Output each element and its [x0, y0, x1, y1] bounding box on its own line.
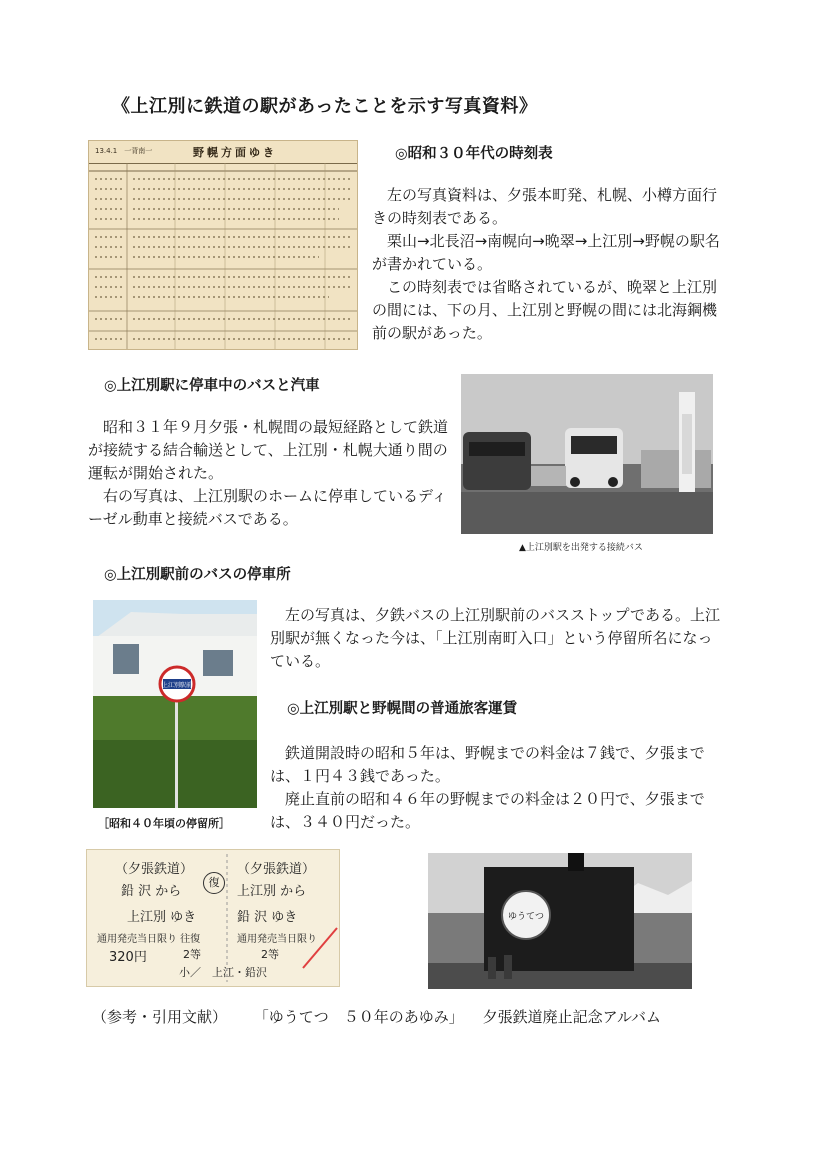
round-trip-ticket-photo: [86, 849, 340, 987]
fare-paragraph-1: 鉄道開設時の昭和５年は、野幌までの料金は７銭で、夕張までは、１円４３銭であった。: [270, 744, 705, 785]
bus-stop-paragraph: 左の写真は、夕鉄バスの上江別駅前のバスストップである。上江別駅が無くなった今は、「上江別南町入口」という停留所名になっている。: [270, 606, 721, 670]
timetable-photo: [88, 140, 358, 350]
ticket-left-price: 320円: [109, 950, 147, 965]
fare-heading: ◎上江別駅と野幌間の普通旅客運賃: [287, 701, 518, 717]
ticket-perforation: [87, 850, 339, 986]
station-bus-caption: ▲上江別駅を出発する接続バス: [519, 543, 643, 553]
references-album: 夕張鉄道廃止記念アルバム: [482, 1008, 661, 1026]
ticket-right-from: 上江別 から: [237, 884, 307, 899]
bus-train-paragraph-2: 右の写真は、上江別駅のホームに停車しているディーゼル動車と接続バスである。: [88, 487, 447, 528]
ticket-right-to: 鉛 沢 ゆき: [237, 910, 298, 925]
ticket-bottom-stations: 小／ 上江・鉛沢: [179, 966, 267, 979]
ticket-left-to: 上江別 ゆき: [127, 910, 197, 925]
locomotive-illustration: [428, 853, 692, 989]
bus-stop-illustration: [93, 600, 257, 808]
bus-stop-photo: [93, 600, 257, 808]
bus-train-heading: ◎上江別駅に停車中のバスと汽車: [104, 378, 320, 394]
fare-description: [270, 742, 722, 834]
references-label: （参考・引用文献）: [92, 1008, 228, 1026]
timetable-paragraph-3: この時刻表では省略されているが、晩翠と上江別の間には、下の月、上江別と野幌の間には北海鋼機前の駅があった。: [372, 278, 718, 342]
bus-train-description: [88, 416, 448, 531]
bus-stop-heading: ◎上江別駅前のバスの停車所: [104, 567, 291, 583]
bus-stop-sign-text: 上江別駅前: [161, 682, 193, 689]
locomotive-plate-text: ゆうてつ: [507, 912, 545, 922]
ticket-right-validity: 通用発売当日限り: [237, 934, 317, 945]
ticket-right-class: 2等: [261, 948, 279, 961]
ticket-left-company: （夕張鉄道）: [115, 862, 194, 877]
bus-train-paragraph-1: 昭和３１年９月夕張・札幌間の最短経路として鉄道が接続する結合輸送として、上江別・札幌大通り間の運転が開始された。: [88, 418, 449, 482]
timetable-small-header: 13.4.1 一背南一: [95, 147, 153, 155]
timetable-paragraph-2: 栗山→北長沼→南幌向→晩翠→上江別→野幌の駅名が書かれている。: [372, 232, 720, 273]
timetable-paragraph-1: 左の写真資料は、夕張本町発、札幌、小樽方面行きの時刻表である。: [372, 186, 718, 227]
references: [92, 1006, 661, 1027]
locomotive-photo: [428, 853, 692, 989]
ticket-left-class: 2等: [183, 948, 201, 961]
bus-stop-caption: ［昭和４０年頃の停留所］: [98, 817, 230, 830]
timetable-heading: ◎昭和３０年代の時刻表: [395, 146, 553, 162]
page-title: 《上江別に鉄道の駅があったことを示す写真資料》: [112, 96, 538, 117]
ticket-return-stamp: 復: [203, 872, 225, 894]
ticket-left-from: 鉛 沢 から: [121, 884, 182, 899]
timetable-description: [372, 184, 722, 345]
timetable-grid: [89, 141, 357, 349]
fare-paragraph-2: 廃止直前の昭和４６年の野幌までの料金は２０円で、夕張までは、３４０円だった。: [270, 790, 705, 831]
station-bus-photo: [461, 374, 713, 534]
references-book: 「ゆうてつ ５０年のあゆみ」: [253, 1008, 464, 1026]
bus-stop-description: [270, 604, 722, 673]
station-bus-illustration: [461, 374, 713, 534]
timetable-image-title: 野幌方面ゆき: [193, 146, 277, 159]
ticket-right-company: （夕張鉄道）: [237, 862, 316, 877]
ticket-left-validity: 通用発売当日限り 往復: [97, 934, 201, 945]
